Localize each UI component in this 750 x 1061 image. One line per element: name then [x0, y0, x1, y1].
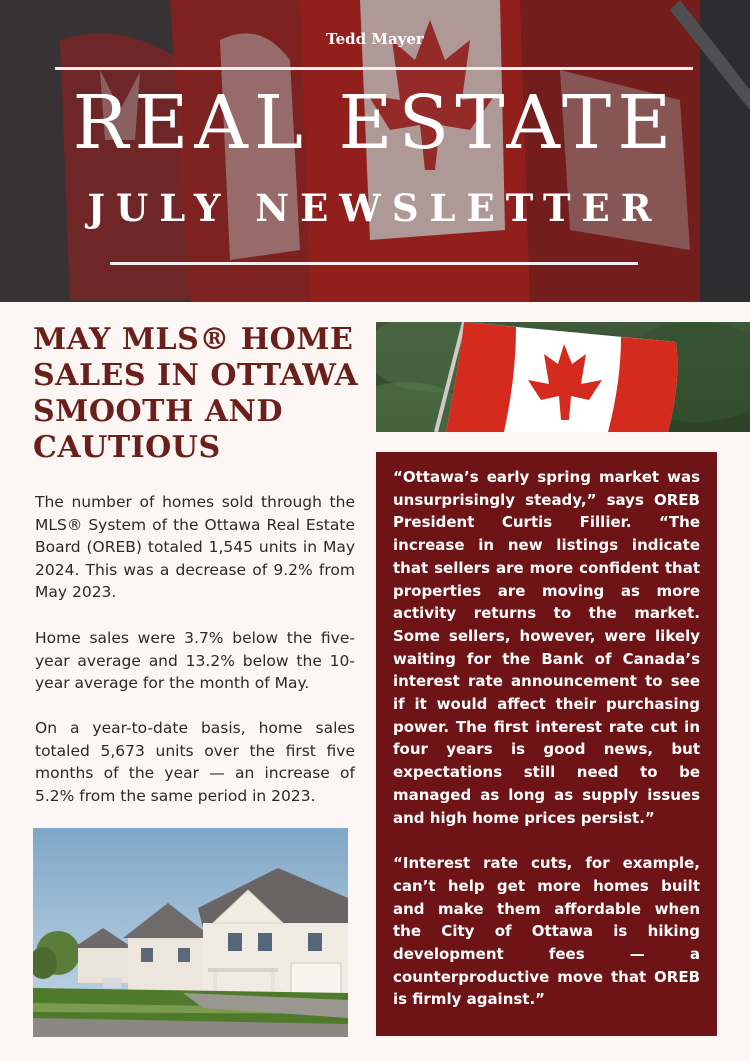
article-paragraph-2: Home sales were 3.7% below the five-year average and 13.2% below the 10-year average for the month of May. — [35, 629, 355, 692]
article-headline: MAY MLS® HOME SALES IN OTTAWA SMOOTH AND CAUTIOUS — [33, 322, 359, 465]
canada-flag-photo — [376, 322, 750, 432]
quote-paragraph-2: “Interest rate cuts, for example, can’t help get more homes built and make them affordable when the City of Ottawa is hiking development fees — a counterproductive move that OREB is firmly against.” — [393, 854, 700, 1009]
article-paragraph-1: The number of homes sold through the MLS® System of the Ottawa Real Estate Board (OREB) totaled 1,545 units in May 2024. This was a decrease of 9.2% from May 2023. — [35, 493, 355, 601]
page-subtitle: JULY NEWSLETTER — [87, 186, 663, 230]
suburban-houses-photo — [33, 828, 348, 1037]
author-name: Tedd Mayer — [326, 30, 424, 48]
hero-banner — [0, 0, 750, 302]
page-title: REAL ESTATE — [72, 80, 678, 166]
quote-box — [376, 452, 717, 1036]
divider-top — [55, 67, 693, 70]
quote-paragraph-1: “Ottawa’s early spring market was unsurprisingly steady,” says OREB President Curtis Fillier. “The increase in new listings indicate that sellers are more confident that properties are moving as more activity returns to the market. Some sellers, however, were likely waiting for the Bank of Canada’s interest rate announcement to see if it would affect their purchasing power. The first interest rate cut in four years is good news, but expectations still need to be managed as long as supply issues and high home prices persist.” — [393, 468, 700, 827]
divider-bottom — [110, 262, 638, 265]
article-paragraph-3: On a year-to-date basis, home sales totaled 5,673 units over the first five months of the year — an increase of 5.2% from the same period in 2023. — [35, 719, 355, 805]
